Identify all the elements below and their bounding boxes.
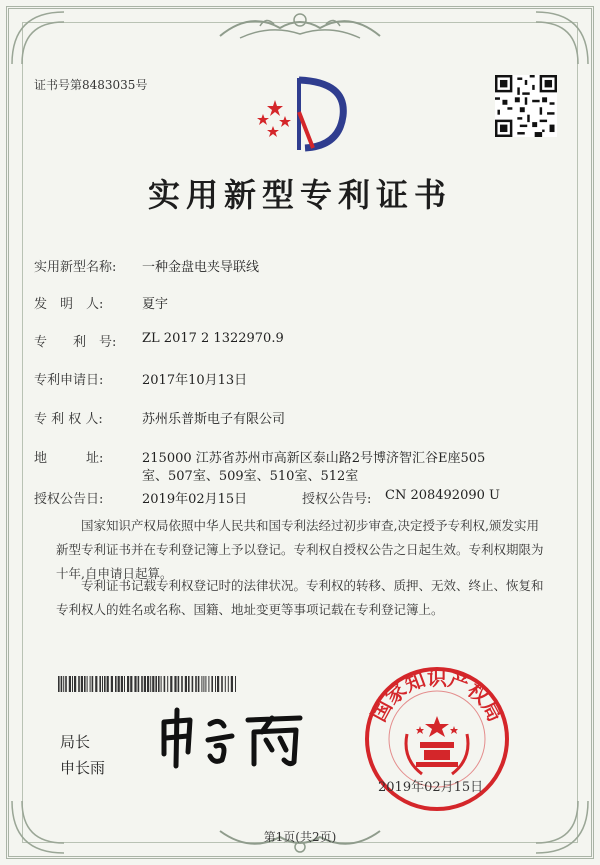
paragraph-legal-status: 专利证书记载专利权登记时的法律状况。专利权的转移、质押、无效、终止、恢复和专利权人的姓名或名称、国籍、地址变更等事项记载在专利登记簿上。 (56, 578, 544, 617)
field-value-grant-no: CN 208492090 U (385, 488, 500, 503)
corner-ornament-icon (8, 8, 68, 68)
field-label-grant-date: 授权公告日: (34, 492, 104, 507)
field-label-patent-no: 专 利 号: (34, 335, 117, 350)
seal-text: 国家知识产权局 (366, 665, 508, 726)
field-value-address-line2: 室、507室、509室、510室、512室 (142, 469, 359, 484)
corner-ornament-icon (532, 797, 592, 857)
seal-date: 2019年02月15日 (378, 780, 484, 795)
field-label-grant-no: 授权公告号: (302, 492, 372, 507)
field-value-grant-date: 2019年02月15日 (142, 492, 248, 507)
field-value-address-line1: 215000 江苏省苏州市高新区泰山路2号博济智汇谷E座505 (142, 451, 486, 466)
corner-ornament-icon (8, 797, 68, 857)
paragraph-grant-statement: 国家知识产权局依照中华人民共和国专利法经过初步审查,决定授予专利权,颁发实用新型专利证书并在专利登记簿上予以登记。专利权自授权公告之日起生效。专利权期限为十年,自申请日起算。 (56, 518, 544, 581)
certificate-title: 实用新型专利证书 (147, 176, 452, 214)
cnipa-logo-icon (255, 72, 355, 154)
field-label-inventor: 发 明 人: (34, 297, 104, 312)
page-number: 第1页(共2页) (263, 830, 337, 844)
signatory-role: 局长 (60, 733, 91, 751)
field-value-filing-date: 2017年10月13日 (142, 373, 248, 388)
handwritten-signature (150, 702, 310, 772)
field-label-patentee: 专 利 权 人: (34, 412, 103, 427)
barcode-icon (58, 676, 238, 692)
field-value-name: 一种金盘电夹导联线 (142, 260, 260, 275)
signatory-name: 申长雨 (60, 759, 106, 777)
field-value-patentee: 苏州乐普斯电子有限公司 (142, 412, 286, 427)
field-label-name: 实用新型名称: (34, 260, 117, 275)
qr-code-icon (495, 75, 557, 137)
certificate-number: 证书号第8483035号 (34, 78, 148, 92)
field-label-filing-date: 专利申请日: (34, 373, 104, 388)
corner-ornament-icon (532, 8, 592, 68)
field-label-address: 地 址: (34, 451, 104, 466)
top-ornament-icon (210, 6, 390, 46)
field-value-patent-no: ZL 2017 2 1322970.9 (142, 331, 284, 346)
field-value-inventor: 夏宇 (142, 297, 169, 312)
